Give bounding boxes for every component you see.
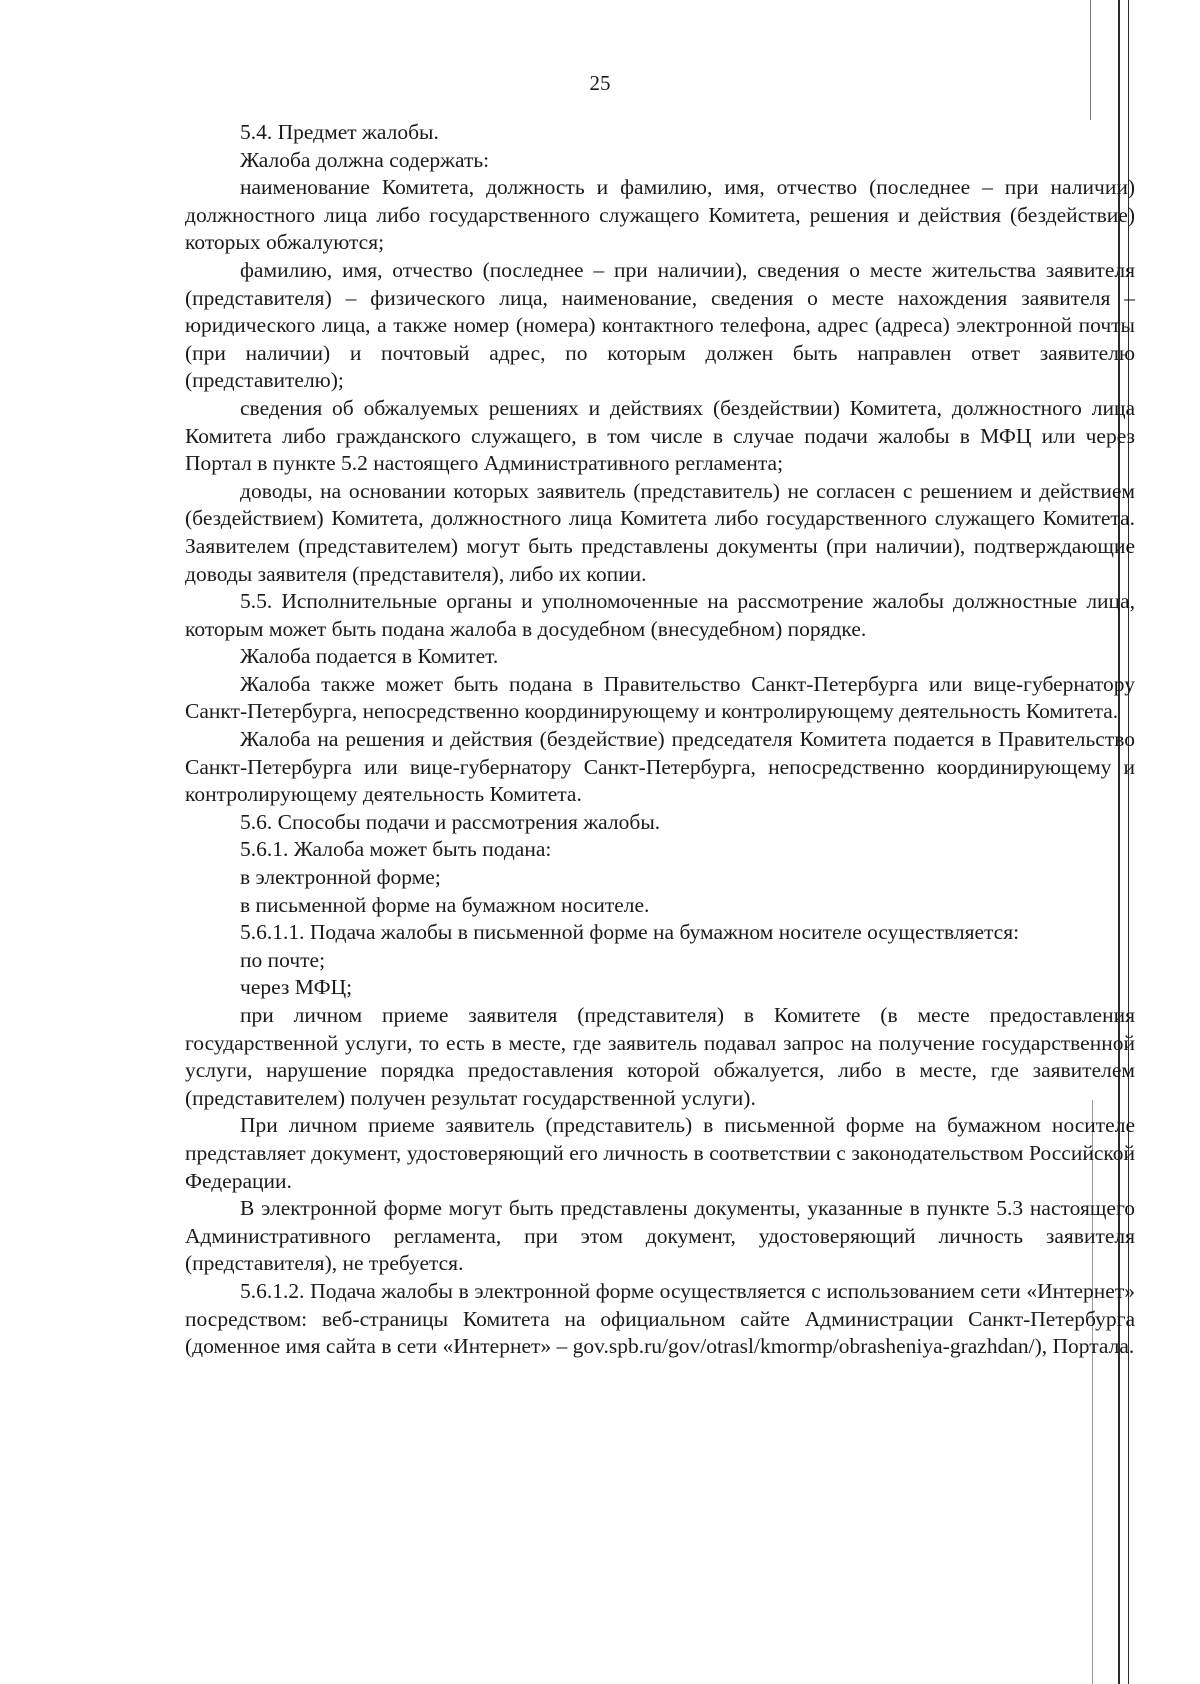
paragraph: Жалоба подается в Комитет. [240,644,499,669]
paragraph: доводы, на основании которых заявитель (представитель) не согласен с решением и действием (бездействием) Комитета, должностного лица Комитета либо государственного служащего Комитета. Заявителем (представителем) могут быть представлены документы (при наличии), подтверждающие доводы заявителя (представителя), либо их копии. [185,478,1135,586]
paragraph: наименование Комитета, должность и фамилию, имя, отчество (последнее – при наличии) должностного лица либо государственного служащего Комитета, решения и действия (бездействие) которых обжалуются; [185,175,1135,255]
paragraph: при личном приеме заявителя (представителя) в Комитете (в месте предоставления государственной услуги, то есть в месте, где заявитель подавал запрос на получение государственной услуги, нарушение порядка предоставления которой обжалуется, либо в месте, где заявителем (представителем) получен результат государственной услуги). [185,1003,1135,1110]
page-number: 25 [589,71,611,95]
paragraph: фамилию, имя, отчество (последнее – при наличии), сведения о месте жительства заявителя (представителя) – физического лица, наименование, сведения о месте нахождения заявителя – юридического лица, а также номер (номера) контактного телефона, адрес (адреса) электронной почты (при наличии) и почтовый адрес, по которым должен быть направлен ответ заявителю (представителю); [185,257,1135,393]
scan-edge-line [1090,0,1091,120]
paragraph: 5.6. Способы подачи и рассмотрения жалобы. [240,809,661,834]
paragraph: по почте; [240,947,326,972]
paragraph: В электронной форме могут быть представлены документы, указанные в пункте 5.3 настоящего Административного регламента, при этом документ, удостоверяющий личность заявителя (представителя), не требуется. [185,1196,1135,1276]
paragraph: в электронной форме; [240,865,441,890]
paragraph: в письменной форме на бумажном носителе. [240,892,650,917]
paragraph: через МФЦ; [240,975,353,1000]
paragraph: 5.6.1.1. Подача жалобы в письменной форме на бумажном носителе осуществляется: [240,920,1020,945]
paragraph: Жалоба также может быть подана в Правительство Санкт-Петербурга или вице-губернатору Санкт-Петербурга, непосредственно координирующему и контролирующему деятельность Комитета. [185,671,1135,724]
paragraph: Жалоба на решения и действия (бездействие) председателя Комитета подается в Правительство Санкт-Петербурга или вице-губернатору Санкт-Петербурга, непосредственно координирующему и контролирующему деятельность Комитета. [185,727,1135,807]
paragraph: При личном приеме заявитель (представитель) в письменной форме на бумажном носителе представляет документ, удостоверяющий его личность в соответствии с законодательством Российской Федерации. [185,1113,1135,1193]
paragraph: сведения об обжалуемых решениях и действиях (бездействии) Комитета, должностного лица Комитета либо гражданского служащего, в том числе в случае подачи жалобы в МФЦ или через Портал в пункте 5.2 настоящего Административного регламента; [185,395,1135,476]
document-body [185,119,1135,1361]
paragraph: 5.4. Предмет жалобы. [240,120,439,144]
paragraph: 5.6.1. Жалоба может быть подана: [240,837,552,862]
paragraph: 5.5. Исполнительные органы и уполномоченные на рассмотрение жалобы должностные лица, которым может быть подана жалоба в досудебном (внесудебном) порядке. [185,589,1135,641]
paragraph: Жалоба должна содержать: [240,147,490,172]
paragraph: 5.6.1.2. Подача жалобы в электронной форме осуществляется с использованием сети «Интернет» посредством: веб-страницы Комитета на официальном сайте Администрации Санкт-Петербурга (доменное имя сайта в сети «Интернет» – gov.spb.ru/gov/otrasl/kmormp/obrasheniya-grazhdan/), Портала. [185,1278,1135,1359]
